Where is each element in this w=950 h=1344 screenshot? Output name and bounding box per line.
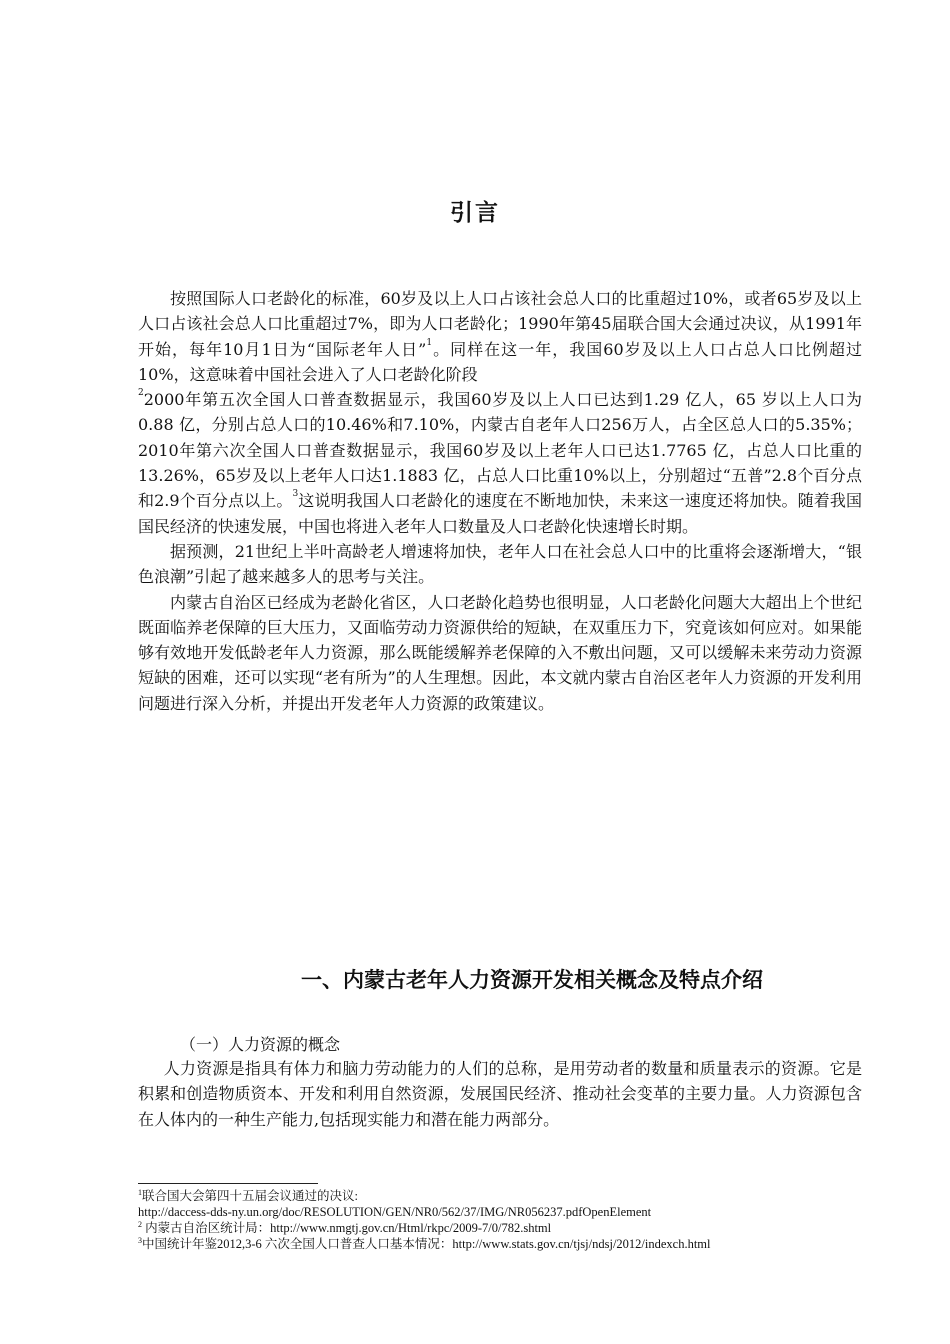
section-1-paragraph: 人力资源是指具有体力和脑力劳动能力的人们的总称，是用劳动者的数量和质量表示的资源。它是积累和创造物质资本、开发和利用自然资源，发展国民经济、推动社会变革的主要力量。人力资源包含在人体内的一种生产能力,包括现实能力和潜在能力两部分。: [138, 1059, 862, 1129]
intro-title: 引言: [450, 200, 500, 226]
paragraph-text: 2000年第五次全国人口普查数据显示，我国60岁及以上人口已达到1.29 亿人，65 岁以上人口为0.88 亿，分别占总人口的10.46%和7.10%，内蒙古自老年人口256万人，占全区总人口的5.35%；2010年第六次全国人口普查数据显示，我国60岁及以上老年人口已达1.7765 亿，占总人口比重的13.26%，65岁及以上老年人口达1.1883 亿，占总人口比重10%以上，分别超过“五普”2.8个百分点和2.9个百分点以上。: [138, 390, 862, 511]
section-1-subheading: （一）人力资源的概念: [180, 1035, 341, 1054]
footnote-mark: 1: [138, 1188, 142, 1197]
footnotes: [138, 1188, 862, 1252]
footnote-text: 联合国大会第四十五届会议通过的决议:: [142, 1189, 358, 1203]
footnote-ref-1[interactable]: 1: [426, 337, 433, 348]
intro-body: [138, 286, 862, 716]
paragraph-text: 这说明我国人口老龄化的速度在不断地加快，未来这一速度还将加快。随着我国国民经济的快速发展，中国也将进入老年人口数量及人口老龄化快速增长时期。: [138, 491, 862, 536]
footnote-divider: [138, 1183, 318, 1184]
footnote-mark: 2: [138, 1220, 142, 1229]
footnote-mark: 3: [138, 1236, 142, 1245]
footnote-ref-2[interactable]: 2: [138, 388, 144, 399]
intro-paragraph-3: [138, 590, 862, 716]
footnote-2: [138, 1220, 862, 1236]
footnote-link[interactable]: 内蒙古自治区统计局：http://www.nmgtj.gov.cn/Html/rkpc/2009-7/0/782.shtml: [142, 1221, 552, 1235]
section-1-title: 一、内蒙古老年人力资源开发相关概念及特点介绍: [301, 968, 763, 992]
paragraph-text: 按照国际人口老龄化的标准，60岁及以上人口占该社会总人口的比重超过10%，或者65岁及以上人口占该社会总人口比重超过7%，即为人口老龄化；1990年第45届联合国大会通过决议，从1991年开始，每年10月1日为“国际老年人日”: [138, 289, 862, 359]
paragraph-text: 据预测，21世纪上半叶高龄老人增速将加快，老年人口在社会总人口中的比重将会逐渐增大，“银色浪潮”引起了越来越多人的思考与关注。: [138, 541, 862, 587]
paragraph-text: 内蒙古自治区已经成为老龄化省区，人口老龄化趋势也很明显，人口老龄化问题大大超出上个世纪既面临养老保障的巨大压力，又面临劳动力资源供给的短缺，在双重压力下，究竟该如何应对。如果能够有效地开发低龄老年人力资源，那么既能缓解养老保障的入不敷出问题，又可以缓解未来劳动力资源短缺的困难，还可以实现“老有所为”的人生理想。因此，本文就内蒙古自治区老年人力资源的开发利用问题进行深入分析，并提出开发老年人力资源的政策建议。: [138, 592, 862, 713]
intro-paragraph-2: [138, 539, 862, 590]
intro-paragraph-1: [138, 286, 862, 539]
footnote-1: [138, 1188, 862, 1220]
footnote-link[interactable]: 中国统计年鉴2012,3-6 六次全国人口普查人口基本情况：http://www.stats.gov.cn/tjsj/ndsj/2012/indexch.html: [142, 1237, 711, 1251]
section-1-body: [138, 1056, 862, 1132]
footnote-3: [138, 1236, 862, 1252]
footnote-link[interactable]: http://daccess-dds-ny.un.org/doc/RESOLUTION/GEN/NR0/562/37/IMG/NR056237.pdfOpenElement: [138, 1205, 652, 1219]
footnote-ref-3[interactable]: 3: [292, 489, 299, 500]
paragraph-text: 。同样在这一年，我国60岁及以上人口占总人口比例超过10%，这意味着中国社会进入了人口老龄化阶段: [138, 339, 862, 384]
